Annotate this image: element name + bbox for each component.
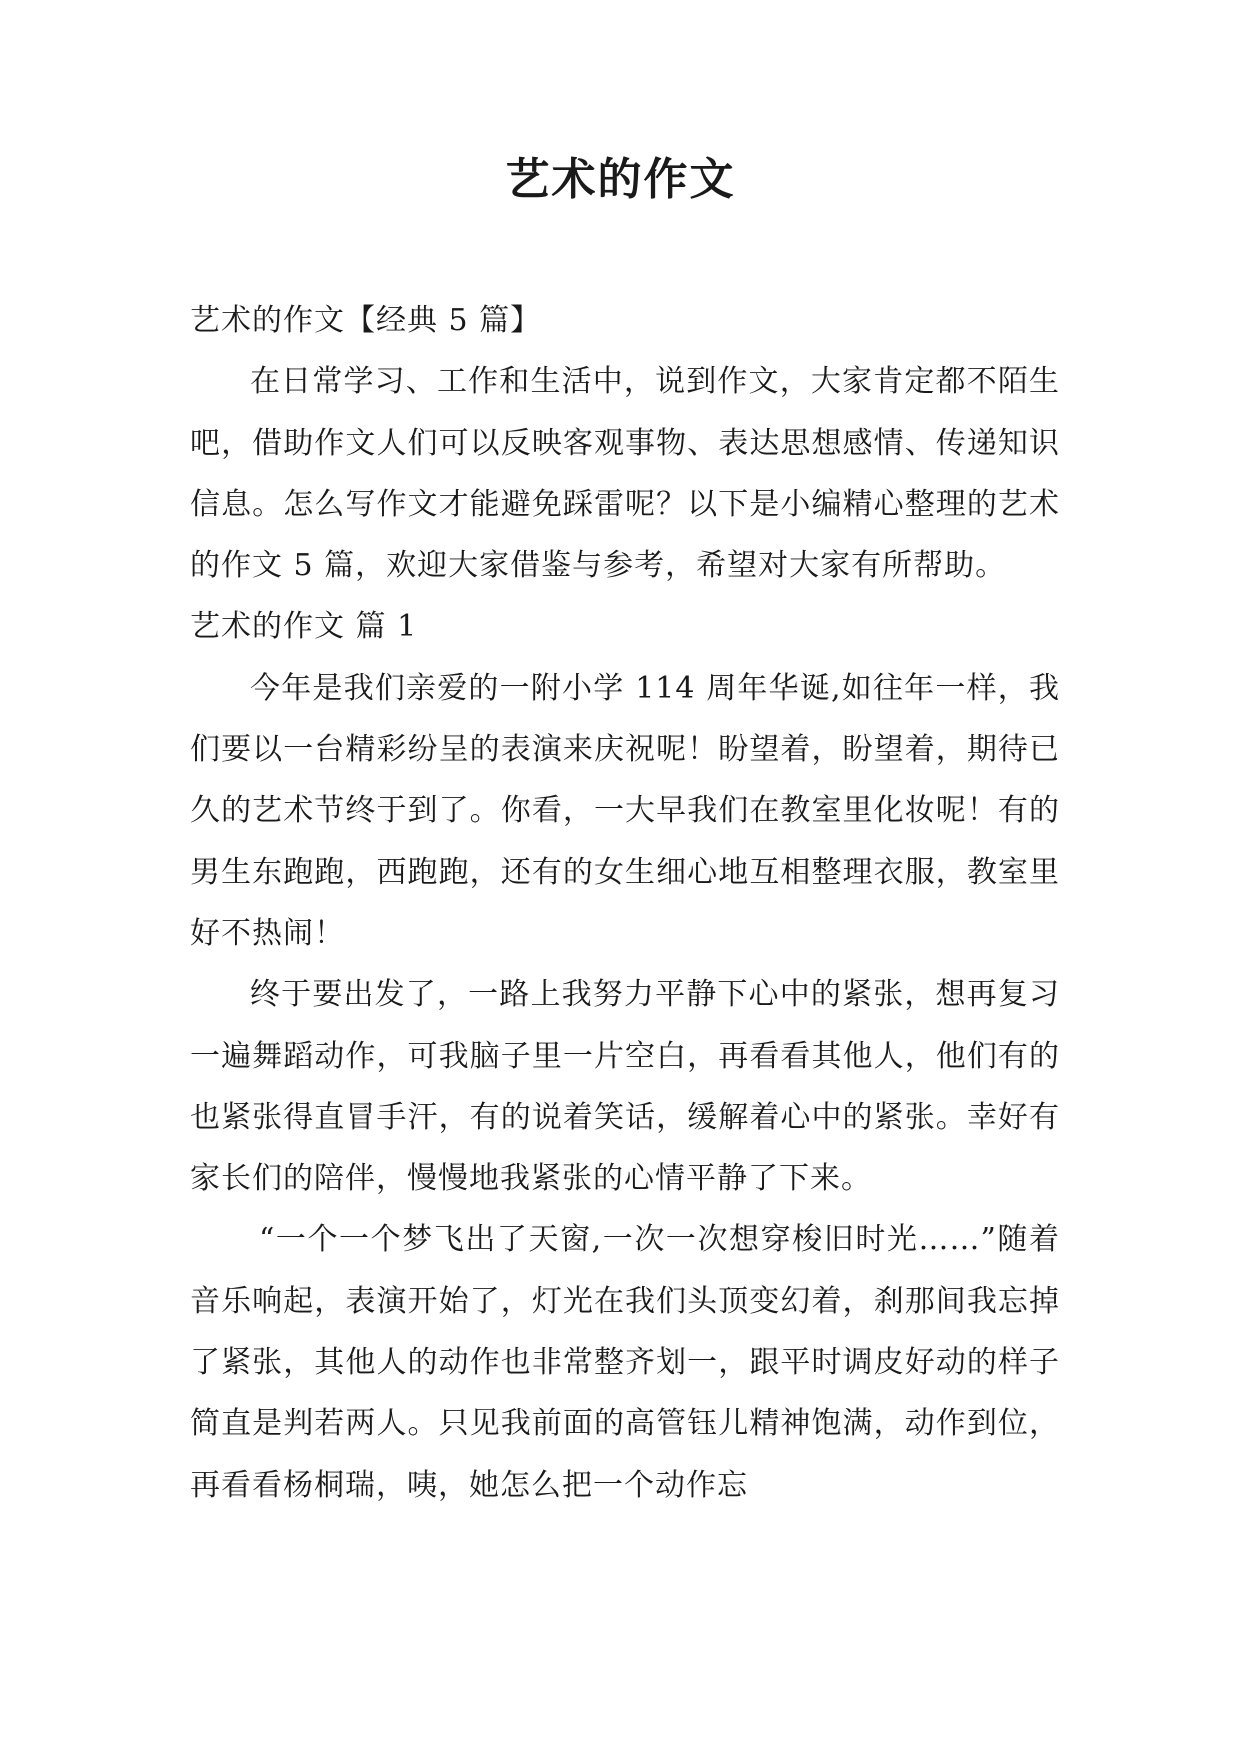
document-title: 艺术的作文 <box>505 154 736 205</box>
body-paragraph: “一个一个梦飞出了天窗,一次一次想穿梭旧时光……”随着音乐响起，表演开始了，灯光在我们头顶变幻着，刹那间我忘掉了紧张，其他人的动作也非常整齐划一，跟平时调皮好动的样子简直是判若两人。只见我前面的高管钰儿精神饱满，动作到位，再看看杨桐瑞，咦，她怎么把一个动作忘 <box>190 1222 1060 1503</box>
document-body <box>190 290 1060 1516</box>
section-heading: 艺术的作文 篇 1 <box>190 609 418 645</box>
document-subtitle: 艺术的作文【经典 5 篇】 <box>190 303 542 338</box>
intro-paragraph: 在日常学习、工作和生活中，说到作文，大家肯定都不陌生吧，借助作文人们可以反映客观事物、表达思想感情、传递知识信息。怎么写作文才能避免踩雷呢？以下是小编精心整理的艺术的作文 5 篇，欢迎大家借鉴与参考，希望对大家有所帮助。 <box>190 364 1060 584</box>
body-paragraph: 终于要出发了，一路上我努力平静下心中的紧张，想再复习一遍舞蹈动作，可我脑子里一片空白，再看看其他人，他们有的也紧张得直冒手汗，有的说着笑话，缓解着心中的紧张。幸好有家长们的陪伴，慢慢地我紧张的心情平静了下来。 <box>190 977 1060 1197</box>
body-paragraph: 今年是我们亲爱的一附小学 114 周年华诞,如往年一样，我们要以一台精彩纷呈的表演来庆祝呢！盼望着，盼望着，期待已久的艺术节终于到了。你看，一大早我们在教室里化妆呢！有的男生东跑跑，西跑跑，还有的女生细心地互相整理衣服，教室里好不热闹！ <box>190 670 1060 951</box>
